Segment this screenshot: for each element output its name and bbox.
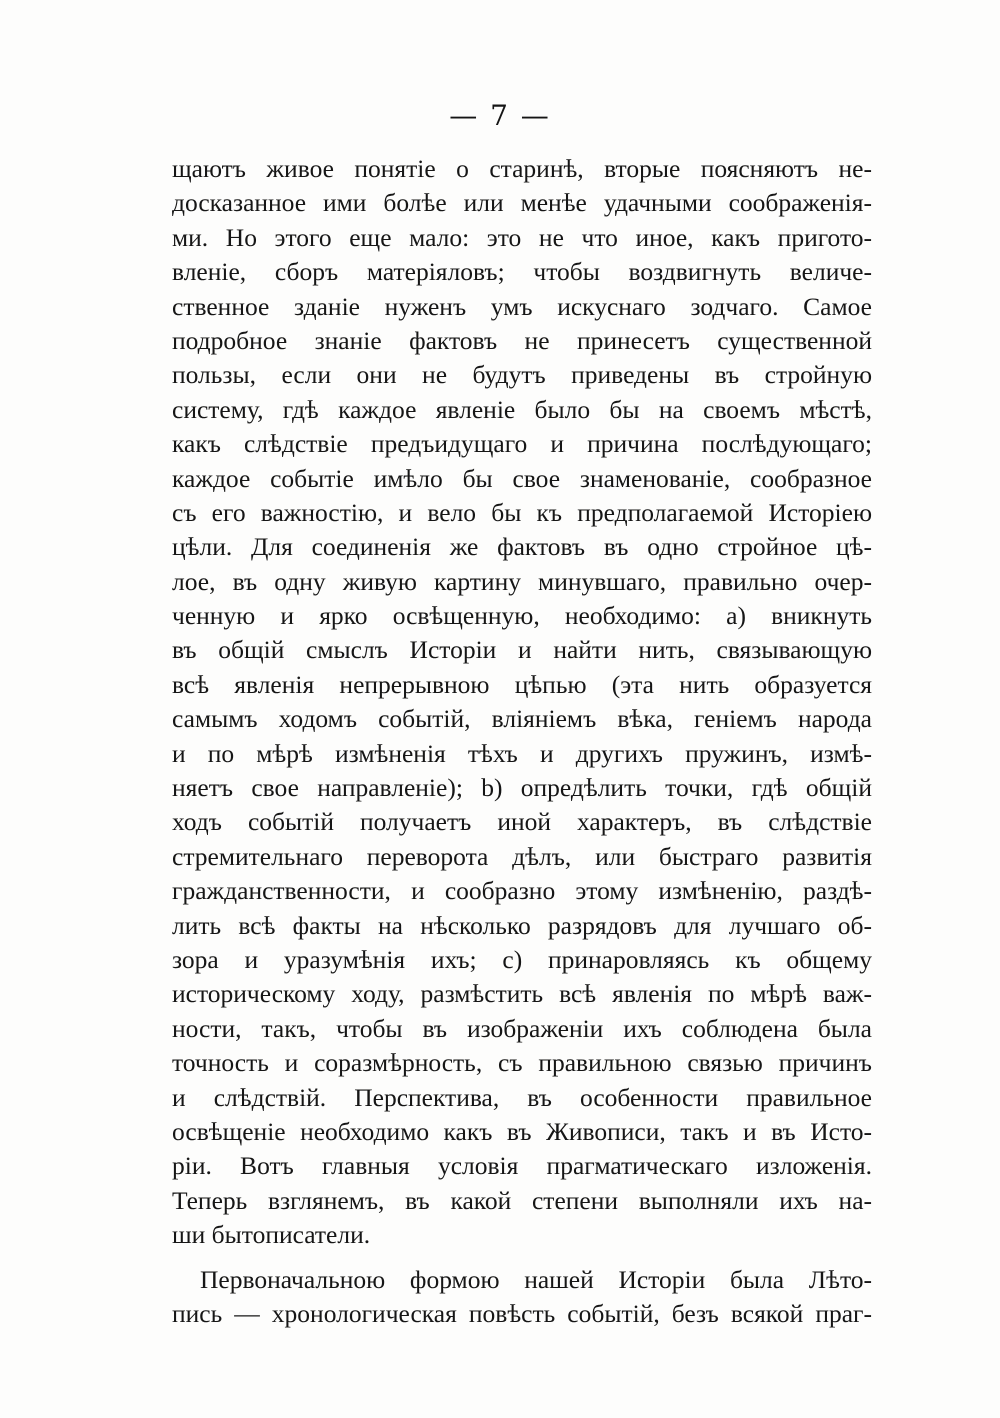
text-line: цѣли. Для соединенія же фактовъ въ одно стройное цѣ-	[172, 532, 872, 562]
text-line: систему, гдѣ каждое явленіе было бы на своемъ мѣстѣ,	[172, 394, 872, 424]
text-line: ственное зданіе нуженъ умъ искуснаго зодчаго. Самое	[172, 291, 872, 321]
text-line: подробное знаніе фактовъ не принесетъ существенной	[172, 325, 872, 355]
paragraph-2	[172, 1263, 872, 1332]
text-line: лить всѣ факты на нѣсколько разрядовъ для лучшаго об-	[172, 910, 872, 940]
text-line: Первоначальною формою нашей Исторіи была Лѣто-	[200, 1264, 872, 1294]
text-line: ши бытописатели.	[172, 1220, 371, 1250]
text-line: пользы, если они не будутъ приведены въ стройную	[172, 360, 872, 390]
text-line: пись — хронологическая повѣсть событій, безъ всякой праг-	[172, 1298, 872, 1328]
text-line: лое, въ одну живую картину минувшаго, правильно очер-	[172, 566, 872, 596]
text-line: щаютъ живое понятіе о старинѣ, вторые поясняютъ не-	[172, 154, 872, 183]
text-line: самымъ ходомъ событій, вліяніемъ вѣка, геніемъ народа	[172, 704, 872, 734]
text-line: и по мѣрѣ измѣненія тѣхъ и другихъ пружинъ, измѣ-	[172, 738, 872, 768]
text-line: зора и уразумѣнія ихъ; с) принаровляясь къ общему	[172, 944, 872, 974]
text-line: историческому ходу, размѣстить всѣ явленія по мѣрѣ важ-	[172, 979, 872, 1009]
page-number: — 7 —	[449, 99, 551, 132]
text-line: ности, такъ, чтобы въ изображеніи ихъ соблюдена была	[172, 1013, 872, 1043]
text-line: всѣ явленія непрерывною цѣпью (эта нить образуется	[172, 669, 872, 699]
paragraph-1	[172, 152, 872, 1253]
text-line: ріи. Вотъ главныя условія прагматическаго изложенія.	[172, 1151, 872, 1181]
text-line: досказанное ими болѣе или менѣе удачными соображенія-	[172, 188, 872, 218]
text-line: и слѣдствій. Перспектива, въ особенности правильное	[172, 1082, 872, 1112]
text-line: ченную и ярко освѣщенную, необходимо: а) вникнуть	[172, 601, 872, 631]
text-line: въ общій смыслъ Исторіи и найти нить, связывающую	[172, 635, 872, 665]
body-text	[172, 152, 872, 1331]
text-line: точность и соразмѣрность, съ правильною связью причинъ	[172, 1048, 872, 1078]
text-line: каждое событіе имѣло бы свое знаменованіе, сообразное	[172, 463, 872, 493]
text-line: гражданственности, и сообразно этому измѣненію, раздѣ-	[172, 876, 872, 906]
text-line: вленіе, сборъ матеріяловъ; чтобы воздвигнуть величе-	[172, 257, 872, 287]
text-line: Теперь взглянемъ, въ какой степени выполняли ихъ на-	[172, 1185, 872, 1215]
paragraph-gap	[172, 1253, 872, 1263]
text-line: ходъ событій получаетъ иной характеръ, въ слѣдствіе	[172, 807, 872, 837]
text-line: какъ слѣдствіе предъидущаго и причина послѣдующаго;	[172, 429, 872, 459]
text-line: стремительнаго переворота дѣлъ, или быстраго развитія	[172, 841, 872, 871]
text-line: ми. Но этого еще мало: это не что иное, какъ пригото-	[172, 222, 872, 252]
text-line: съ его важностію, и вело бы къ предполагаемой Исторіею	[172, 497, 872, 527]
text-line: освѣщеніе необходимо какъ въ Живописи, такъ и въ Исто-	[172, 1116, 872, 1146]
text-line: няетъ свое направленіе); b) опредѣлить точки, гдѣ общій	[172, 773, 872, 803]
